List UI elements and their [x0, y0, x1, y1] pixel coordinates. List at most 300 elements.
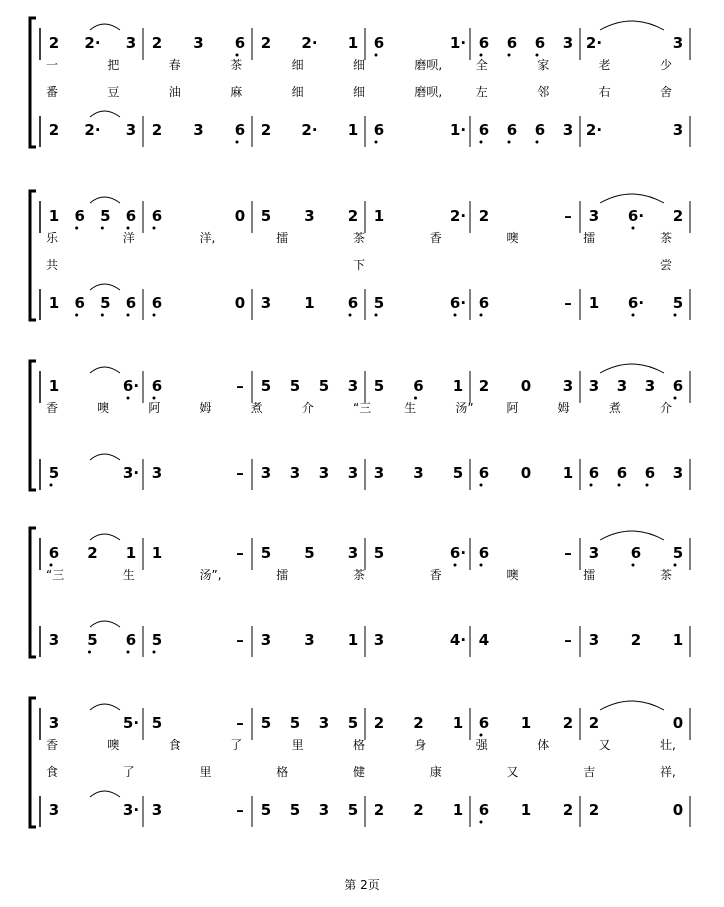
lyric-syllable: 阿: [148, 401, 161, 415]
note-digit: 6·: [627, 207, 645, 225]
lyric-syllable: 食: [168, 738, 181, 752]
note-digit: 2: [588, 714, 600, 732]
system-bracket: [30, 698, 36, 827]
note-digit: 3: [289, 464, 301, 482]
octave-dot-below: [414, 397, 417, 400]
octave-dot-below: [127, 227, 130, 230]
note-digit: –: [236, 464, 244, 482]
note-digit: 5: [48, 464, 60, 482]
note-digit: 2·: [301, 121, 318, 139]
note-digit: 5: [289, 377, 301, 395]
note-digit: 3: [588, 377, 600, 395]
octave-dot-below: [454, 564, 457, 567]
note-digit: 3: [318, 801, 330, 819]
note-digit: –: [564, 631, 572, 649]
lyric-syllable: 汤”,: [199, 568, 222, 582]
lyric-syllable: 健: [353, 765, 366, 779]
lyric-syllable: 细: [353, 85, 366, 99]
note-digit: 6: [125, 294, 137, 312]
note-digit: 5: [373, 377, 385, 395]
octave-dot-below: [101, 227, 104, 230]
note-digit: 2·: [84, 121, 101, 139]
lyric-syllable: 全: [475, 58, 488, 72]
octave-dot-below: [127, 397, 130, 400]
note-digit: 6: [373, 121, 385, 139]
octave-dot-below: [349, 314, 352, 317]
note-digit: 1: [151, 544, 163, 562]
lyric-syllable: 少: [660, 58, 673, 72]
octave-dot-below: [236, 141, 239, 144]
note-digit: 2·: [301, 34, 318, 52]
lyric-syllable: 生: [404, 401, 417, 415]
octave-dot-below: [127, 314, 130, 317]
note-digit: 3: [588, 631, 600, 649]
octave-dot-below: [590, 484, 593, 487]
note-digit: 1·: [449, 121, 467, 139]
note-digit: 2: [672, 207, 684, 225]
note-digit: 1: [48, 207, 60, 225]
note-digit: 0: [234, 207, 246, 225]
note-digit: 5: [260, 544, 272, 562]
octave-dot-below: [375, 54, 378, 57]
lyric-syllable: 茶: [660, 231, 673, 245]
lyric-syllable: 噢: [506, 568, 519, 582]
note-digit: 6: [234, 34, 246, 52]
note-digit: 6: [125, 631, 137, 649]
note-digit: 3: [304, 631, 315, 649]
note-digit: 6: [478, 544, 490, 562]
system-bracket: [30, 528, 36, 657]
octave-dot-below: [480, 54, 483, 57]
octave-dot-below: [75, 314, 78, 317]
note-digit: 1: [520, 714, 532, 732]
note-digit: 0: [672, 801, 684, 819]
octave-dot-below: [674, 314, 677, 317]
octave-dot-below: [480, 484, 483, 487]
note-digit: 3: [260, 294, 272, 312]
note-digit: 6·: [122, 377, 140, 395]
lyric-syllable: 介: [301, 401, 314, 415]
note-digit: 5: [452, 464, 464, 482]
note-digit: 6: [151, 207, 163, 225]
note-digit: 2: [373, 801, 385, 819]
octave-dot-below: [646, 484, 649, 487]
note-digit: 1: [48, 377, 60, 395]
note-digit: 5: [151, 631, 163, 649]
slur-mark: [90, 534, 120, 540]
lyric-syllable: 细: [353, 58, 366, 72]
lyric-syllable: 把: [107, 58, 120, 72]
note-digit: –: [236, 801, 244, 819]
octave-dot-below: [454, 314, 457, 317]
note-digit: 2: [373, 714, 385, 732]
note-digit: 5: [100, 207, 111, 225]
note-digit: 5: [672, 544, 684, 562]
note-digit: 1·: [449, 34, 467, 52]
octave-dot-below: [674, 397, 677, 400]
note-digit: 2: [478, 207, 490, 225]
note-digit: 3: [125, 34, 137, 52]
note-digit: 6: [347, 294, 359, 312]
note-digit: 6: [506, 34, 518, 52]
note-digit: 1: [672, 631, 684, 649]
octave-dot-below: [75, 227, 78, 230]
note-digit: 3: [48, 714, 60, 732]
note-digit: 1: [562, 464, 574, 482]
note-digit: 2: [151, 121, 163, 139]
note-digit: 5: [260, 377, 272, 395]
note-digit: 3·: [122, 801, 140, 819]
note-digit: 2: [87, 544, 98, 562]
octave-dot-below: [101, 314, 104, 317]
lyric-syllable: 乐: [46, 231, 59, 245]
note-digit: 6: [534, 34, 546, 52]
lyric-syllable: 舍: [660, 85, 673, 99]
lyric-syllable: 茶: [660, 568, 673, 582]
note-digit: 6: [534, 121, 546, 139]
note-digit: 2: [151, 34, 163, 52]
lyric-syllable: 阿: [506, 401, 519, 415]
slur-mark: [90, 621, 120, 627]
note-digit: 3: [193, 34, 204, 52]
note-digit: 3: [304, 207, 315, 225]
note-digit: 5: [260, 207, 272, 225]
octave-dot-below: [88, 651, 91, 654]
note-digit: 6: [478, 714, 490, 732]
note-digit: 5: [318, 377, 330, 395]
note-digit: 6: [644, 464, 656, 482]
note-digit: 6: [478, 801, 490, 819]
note-digit: 2: [48, 34, 60, 52]
note-digit: 6: [506, 121, 518, 139]
lyric-syllable: 里: [291, 738, 304, 752]
system-bracket: [30, 361, 36, 490]
note-digit: 3: [151, 464, 163, 482]
octave-dot-below: [480, 141, 483, 144]
lyric-syllable: 下: [353, 258, 366, 272]
lyric-syllable: 里: [199, 765, 212, 779]
lyric-syllable: 又: [598, 738, 611, 752]
lyric-syllable: 细: [291, 58, 304, 72]
slur-mark: [600, 194, 664, 203]
lyric-syllable: 煮: [608, 401, 621, 415]
lyric-syllable: 强: [475, 738, 488, 752]
lyric-syllable: 洋: [122, 231, 135, 245]
note-digit: 3: [413, 464, 424, 482]
note-digit: 6: [413, 377, 424, 395]
note-digit: 3: [373, 464, 385, 482]
note-digit: 5: [289, 801, 301, 819]
note-digit: 0: [234, 294, 246, 312]
octave-dot-below: [50, 564, 53, 567]
note-digit: 1: [347, 121, 359, 139]
octave-dot-below: [632, 564, 635, 567]
note-digit: 6: [373, 34, 385, 52]
lyric-syllable: 擂: [583, 568, 596, 582]
octave-dot-below: [50, 484, 53, 487]
note-digit: 0: [520, 377, 532, 395]
note-digit: 2·: [585, 121, 603, 139]
note-digit: 5: [304, 544, 315, 562]
note-digit: 0: [520, 464, 532, 482]
note-digit: 2: [588, 801, 600, 819]
octave-dot-below: [153, 651, 156, 654]
note-digit: –: [564, 294, 572, 312]
note-digit: 6: [478, 34, 490, 52]
lyric-syllable: 擂: [276, 568, 289, 582]
note-digit: 6: [478, 464, 490, 482]
lyric-syllable: 番: [46, 85, 59, 99]
note-digit: 6·: [449, 294, 467, 312]
page-number: 第 2页: [344, 878, 380, 892]
lyric-syllable: 擂: [276, 231, 289, 245]
note-digit: 4: [478, 631, 490, 649]
note-digit: –: [236, 544, 244, 562]
lyric-syllable: 身: [414, 738, 427, 752]
lyric-syllable: 姆: [199, 401, 212, 415]
note-digit: 3: [562, 121, 574, 139]
lyric-syllable: 姆: [557, 401, 570, 415]
lyric-syllable: “三: [46, 568, 65, 582]
note-digit: 3: [347, 377, 359, 395]
note-digit: 3: [373, 631, 385, 649]
note-digit: 2·: [84, 34, 101, 52]
note-digit: 1: [452, 714, 464, 732]
lyric-syllable: 细: [291, 85, 304, 99]
note-digit: 6: [478, 121, 490, 139]
lyric-syllable: 体: [537, 738, 550, 752]
lyric-syllable: 左: [475, 85, 488, 99]
note-digit: 2: [478, 377, 490, 395]
lyric-syllable: 格: [276, 765, 289, 779]
lyric-syllable: 茶: [230, 58, 243, 72]
note-digit: 6: [151, 377, 163, 395]
note-digit: 1: [373, 207, 385, 225]
lyric-syllable: 磨呗,: [414, 85, 443, 99]
octave-dot-below: [618, 484, 621, 487]
note-digit: 2: [260, 121, 272, 139]
note-digit: 5: [289, 714, 301, 732]
note-digit: 3: [672, 121, 684, 139]
note-digit: 3: [125, 121, 137, 139]
lyric-syllable: 擂: [583, 231, 596, 245]
lyric-syllable: 了: [230, 738, 243, 752]
note-digit: 3: [562, 377, 574, 395]
octave-dot-below: [508, 141, 511, 144]
note-digit: –: [236, 631, 244, 649]
lyric-syllable: 春: [168, 58, 181, 72]
system-bracket: [30, 18, 36, 147]
note-digit: 3: [318, 464, 330, 482]
note-digit: 6: [48, 544, 60, 562]
note-digit: 3: [260, 464, 272, 482]
slur-mark: [90, 284, 120, 290]
note-digit: 3: [48, 631, 60, 649]
note-digit: –: [564, 544, 572, 562]
note-digit: 2: [562, 801, 574, 819]
note-digit: 5: [347, 714, 359, 732]
octave-dot-below: [153, 397, 156, 400]
slur-mark: [90, 704, 120, 710]
note-digit: 5: [260, 801, 272, 819]
lyric-syllable: 一: [46, 58, 59, 72]
lyric-syllable: 壮,: [660, 738, 676, 752]
lyric-syllable: 食: [46, 765, 59, 779]
note-digit: 3: [588, 544, 600, 562]
lyric-syllable: 洋,: [199, 231, 216, 245]
octave-dot-below: [375, 141, 378, 144]
octave-dot-below: [236, 54, 239, 57]
note-digit: 5·: [122, 714, 140, 732]
lyric-syllable: 介: [660, 401, 673, 415]
slur-mark: [90, 367, 120, 373]
note-digit: 2: [260, 34, 272, 52]
note-digit: 2: [413, 801, 424, 819]
lyric-syllable: 尝: [660, 258, 673, 272]
system-bracket: [30, 191, 36, 320]
note-digit: 6: [151, 294, 163, 312]
octave-dot-below: [508, 54, 511, 57]
note-digit: 3: [588, 207, 600, 225]
lyric-syllable: “三: [353, 401, 372, 415]
lyric-syllable: 煮: [250, 401, 263, 415]
octave-dot-below: [127, 651, 130, 654]
note-digit: 1: [347, 34, 359, 52]
lyric-syllable: 共: [46, 258, 59, 272]
lyric-syllable: 噢: [107, 738, 120, 752]
lyric-syllable: 汤”: [455, 401, 474, 415]
note-digit: 3: [672, 34, 684, 52]
octave-dot-below: [153, 314, 156, 317]
slur-mark: [90, 197, 120, 203]
lyric-syllable: 香: [46, 738, 59, 752]
note-digit: 2: [48, 121, 60, 139]
lyric-syllable: 生: [122, 568, 135, 582]
note-digit: 5: [373, 294, 385, 312]
note-digit: –: [236, 377, 244, 395]
note-digit: 3: [151, 801, 163, 819]
note-digit: 1: [588, 294, 600, 312]
note-digit: 4·: [449, 631, 467, 649]
note-digit: –: [564, 207, 572, 225]
lyric-syllable: 香: [429, 568, 442, 582]
octave-dot-below: [632, 314, 635, 317]
note-digit: 6: [672, 377, 684, 395]
note-digit: 5: [151, 714, 163, 732]
note-digit: 1: [347, 631, 359, 649]
note-digit: 3: [318, 714, 330, 732]
note-digit: 3: [260, 631, 272, 649]
lyric-syllable: 康: [429, 765, 442, 779]
lyric-syllable: 吉: [583, 765, 596, 779]
note-digit: 5: [100, 294, 111, 312]
note-digit: 5: [87, 631, 98, 649]
note-digit: 5: [260, 714, 272, 732]
note-digit: 6: [478, 294, 490, 312]
note-digit: 3: [672, 464, 684, 482]
note-digit: 1: [452, 801, 464, 819]
slur-mark: [600, 21, 664, 30]
note-digit: 2: [630, 631, 642, 649]
note-digit: 1: [304, 294, 315, 312]
slur-mark: [600, 531, 664, 540]
note-digit: 1: [125, 544, 137, 562]
note-digit: 3: [347, 464, 359, 482]
lyric-syllable: 噢: [97, 401, 110, 415]
lyric-syllable: 香: [429, 231, 442, 245]
octave-dot-below: [536, 54, 539, 57]
lyric-syllable: 茶: [353, 231, 366, 245]
note-digit: 2: [562, 714, 574, 732]
note-digit: 0: [672, 714, 684, 732]
slur-mark: [90, 791, 120, 797]
note-digit: 5: [672, 294, 684, 312]
lyric-syllable: 邻: [537, 85, 550, 99]
note-digit: 6: [630, 544, 642, 562]
note-digit: 1: [48, 294, 60, 312]
lyric-syllable: 格: [353, 738, 366, 752]
note-digit: 3: [347, 544, 359, 562]
note-digit: 6: [588, 464, 600, 482]
lyric-syllable: 噢: [506, 231, 519, 245]
note-digit: 3: [193, 121, 204, 139]
note-digit: 2·: [449, 207, 467, 225]
note-digit: 3: [48, 801, 60, 819]
note-digit: 2: [347, 207, 359, 225]
note-digit: 1: [452, 377, 464, 395]
octave-dot-below: [480, 821, 483, 824]
octave-dot-below: [375, 314, 378, 317]
octave-dot-below: [632, 227, 635, 230]
note-digit: 6: [234, 121, 246, 139]
note-digit: 6: [125, 207, 137, 225]
note-digit: 3: [562, 34, 574, 52]
lyric-syllable: 又: [506, 765, 519, 779]
lyric-syllable: 油: [168, 85, 181, 99]
lyric-syllable: 了: [122, 765, 135, 779]
lyric-syllable: 老: [598, 58, 611, 72]
note-digit: 6: [616, 464, 628, 482]
note-digit: 6·: [449, 544, 467, 562]
note-digit: 3: [644, 377, 656, 395]
slur-mark: [90, 24, 120, 30]
octave-dot-below: [480, 564, 483, 567]
note-digit: –: [236, 714, 244, 732]
octave-dot-below: [674, 564, 677, 567]
lyric-syllable: 香: [46, 401, 59, 415]
note-digit: 5: [373, 544, 385, 562]
note-digit: 2·: [585, 34, 603, 52]
note-digit: 1: [520, 801, 532, 819]
lyric-syllable: 磨呗,: [414, 58, 443, 72]
slur-mark: [600, 364, 664, 373]
lyric-syllable: 祥,: [660, 765, 676, 779]
note-digit: 5: [347, 801, 359, 819]
slur-mark: [90, 111, 120, 117]
lyric-syllable: 豆: [107, 85, 120, 99]
lyric-syllable: 麻: [230, 85, 243, 99]
note-digit: 6: [74, 207, 85, 225]
octave-dot-below: [153, 227, 156, 230]
slur-mark: [90, 454, 120, 460]
note-digit: 6·: [627, 294, 645, 312]
lyric-syllable: 家: [537, 58, 550, 72]
octave-dot-below: [480, 314, 483, 317]
note-digit: 3·: [122, 464, 140, 482]
note-digit: 3: [616, 377, 628, 395]
note-digit: 2: [413, 714, 424, 732]
octave-dot-below: [536, 141, 539, 144]
